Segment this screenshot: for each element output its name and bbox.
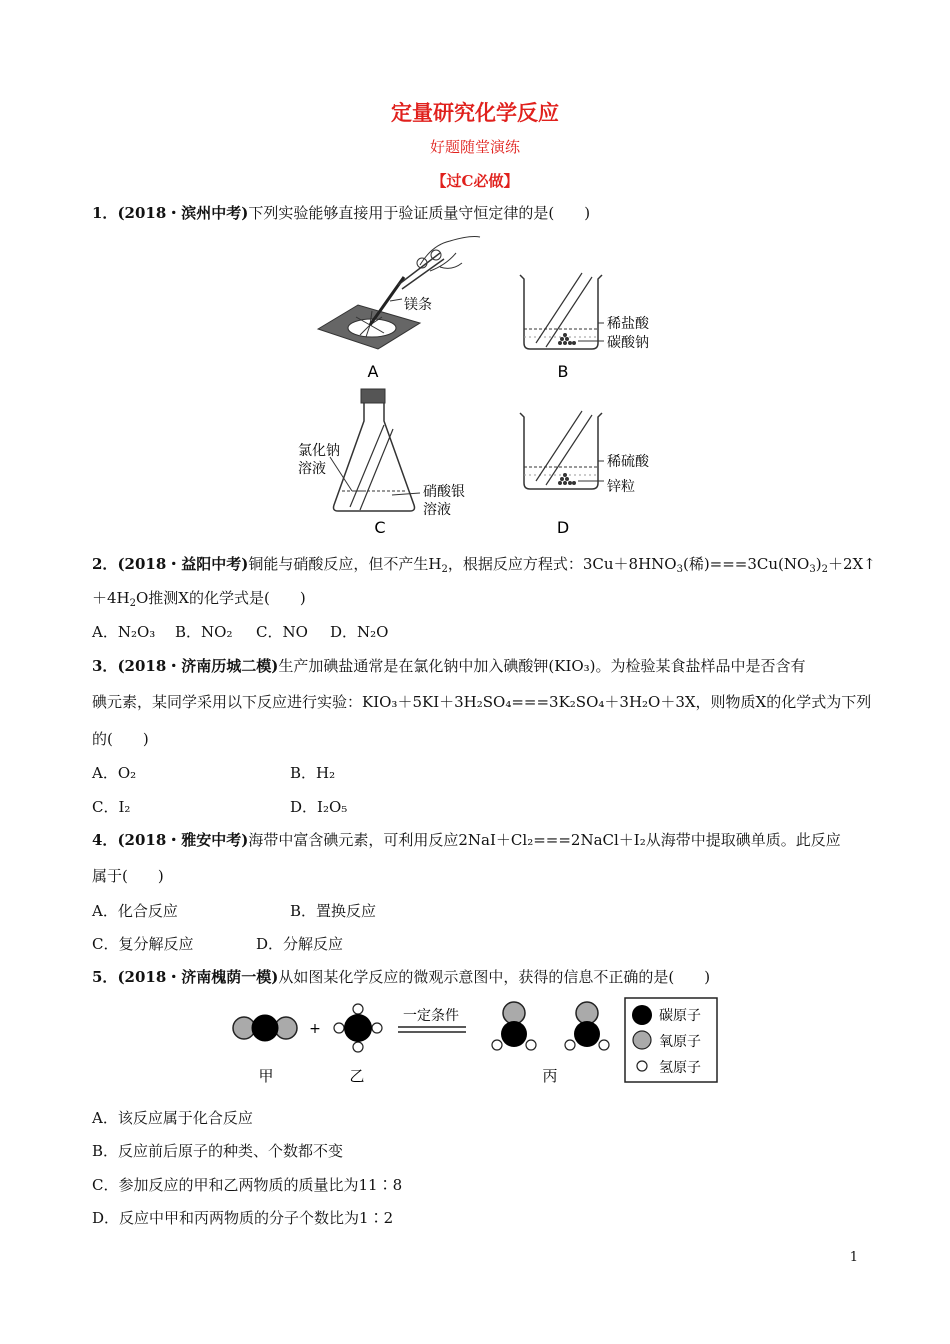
reaction-condition: 一定条件 bbox=[403, 1008, 459, 1024]
q2-line2-b: O推测X的化学式是( ) bbox=[136, 589, 306, 607]
q5-text: 从如图某化学反应的微观示意图中，获得的信息不正确的是( ) bbox=[278, 968, 711, 986]
q3-option-a[interactable]: A．O₂ bbox=[92, 764, 137, 782]
q1-number: 1． bbox=[92, 204, 118, 222]
q3-text-1: 生产加碘盐通常是在氯化钠中加入碘酸钾(KIO₃)。为检验某食盐样品中是否含有 bbox=[278, 657, 806, 675]
molecule-jia bbox=[233, 1015, 297, 1041]
q2-source: (2018・益阳中考) bbox=[117, 555, 249, 573]
figure-d bbox=[520, 411, 650, 537]
q4-option-a[interactable]: A．化合反应 bbox=[92, 902, 178, 920]
q3-source: (2018・济南历城二模) bbox=[117, 657, 279, 675]
legend-carbon: 碳原子 bbox=[659, 1008, 701, 1024]
figure-c bbox=[298, 389, 465, 537]
figure-c-tag2b: 溶液 bbox=[423, 502, 451, 518]
q2-stem-line1 bbox=[92, 554, 876, 574]
page-title: 定量研究化学反应 bbox=[391, 101, 559, 125]
q5-stem bbox=[92, 967, 710, 987]
q2-text-a: 铜能与硝酸反应，但不产生H bbox=[248, 555, 442, 573]
q2-line2-sub: 2 bbox=[129, 598, 136, 609]
figure-c-tag1b: 溶液 bbox=[298, 461, 326, 477]
label-jia: 甲 bbox=[258, 1067, 274, 1085]
q2-option-b[interactable]: B．NO₂ bbox=[175, 623, 233, 641]
figure-b bbox=[520, 273, 650, 381]
q2-text-c: (稀)===3Cu(NO bbox=[682, 555, 810, 573]
q2-stem-line2 bbox=[92, 588, 306, 608]
legend-box bbox=[625, 998, 717, 1082]
figure-b-label: B bbox=[557, 362, 569, 381]
q3-stem-line1 bbox=[92, 656, 806, 676]
q1-text: 下列实验能够直接用于验证质量守恒定律的是( ) bbox=[248, 204, 591, 222]
q2-number: 2． bbox=[92, 555, 118, 573]
legend-hydrogen: 氢原子 bbox=[659, 1060, 701, 1076]
q1-figures bbox=[0, 225, 950, 545]
figure-b-tag2: 碳酸钠 bbox=[607, 335, 649, 351]
q2-option-d[interactable]: D．N₂O bbox=[330, 623, 389, 641]
q1-stem bbox=[92, 203, 590, 223]
q5-source: (2018・济南槐荫一模) bbox=[117, 968, 279, 986]
q3-option-d[interactable]: D．I₂O₅ bbox=[290, 798, 348, 816]
q2-option-c[interactable]: C．NO bbox=[256, 623, 308, 641]
q5-option-c[interactable]: C．参加反应的甲和乙两物质的质量比为11∶8 bbox=[92, 1176, 403, 1194]
page-number: 1 bbox=[849, 1250, 858, 1265]
figure-d-tag2: 锌粒 bbox=[607, 479, 635, 495]
q4-stem-line2: 属于( ) bbox=[92, 867, 164, 885]
molecule-bing-2 bbox=[565, 1002, 609, 1050]
figure-a bbox=[318, 237, 480, 382]
q5-option-a[interactable]: A．该反应属于化合反应 bbox=[92, 1109, 253, 1127]
q2-text-d: ) bbox=[815, 555, 822, 573]
section-heading: 【过C必做】 bbox=[431, 172, 519, 190]
q2-sub-a: 2 bbox=[441, 564, 448, 575]
figure-a-label: A bbox=[367, 362, 379, 381]
label-bing: 丙 bbox=[542, 1067, 558, 1085]
figure-a-tag: 镁条 bbox=[404, 297, 432, 313]
q2-text-b: ，根据反应方程式：3Cu＋8HNO bbox=[447, 555, 677, 573]
molecule-bing-1 bbox=[492, 1002, 536, 1050]
q2-option-a[interactable]: A．N₂O₃ bbox=[92, 623, 156, 641]
q3-stem-line3: 的( ) bbox=[92, 730, 149, 748]
figure-c-tag2a: 硝酸银 bbox=[423, 484, 465, 500]
q4-option-d[interactable]: D．分解反应 bbox=[256, 935, 344, 953]
q5-reaction-diagram bbox=[0, 995, 950, 1095]
figure-d-tag1: 稀硫酸 bbox=[607, 454, 649, 470]
q5-option-d[interactable]: D．反应中甲和丙两物质的分子个数比为1∶2 bbox=[92, 1209, 394, 1227]
q3-stem-line2: 碘元素，某同学采用以下反应进行实验：KIO₃＋5KI＋3H₂SO₄===3K₂SO₄＋3H₂O＋3X，则物质X的化学式为下列 bbox=[92, 693, 872, 711]
q2-text-e: ＋2X↑ bbox=[827, 555, 876, 573]
q2-sub-b: 3 bbox=[676, 564, 683, 575]
q3-number: 3． bbox=[92, 657, 118, 675]
q4-option-c[interactable]: C．复分解反应 bbox=[92, 935, 194, 953]
q2-line2-a: ＋4H bbox=[92, 589, 130, 607]
q3-option-c[interactable]: C．I₂ bbox=[92, 798, 131, 816]
legend-oxygen: 氧原子 bbox=[659, 1034, 701, 1050]
q5-number: 5． bbox=[92, 968, 118, 986]
figure-c-tag1a: 氯化钠 bbox=[298, 443, 340, 459]
q4-stem-line1 bbox=[92, 830, 841, 850]
figure-d-label: D bbox=[556, 518, 570, 537]
figure-b-tag1: 稀盐酸 bbox=[607, 316, 649, 332]
q4-number: 4． bbox=[92, 831, 118, 849]
label-yi: 乙 bbox=[349, 1067, 365, 1085]
molecule-yi bbox=[334, 1004, 382, 1052]
q4-option-b[interactable]: B．置换反应 bbox=[290, 902, 377, 920]
page-subtitle: 好题随堂演练 bbox=[429, 138, 520, 156]
figure-c-label: C bbox=[374, 518, 386, 537]
q4-text-1: 海带中富含碘元素，可利用反应2NaI＋Cl₂===2NaCl＋I₂从海带中提取碘单质。此反应 bbox=[248, 831, 841, 849]
q2-sub-d: 2 bbox=[821, 564, 828, 575]
q5-option-b[interactable]: B．反应前后原子的种类、个数都不变 bbox=[92, 1142, 344, 1160]
q4-source: (2018・雅安中考) bbox=[117, 831, 249, 849]
plus-sign: + bbox=[309, 1021, 321, 1037]
q3-option-b[interactable]: B．H₂ bbox=[290, 764, 336, 782]
q2-sub-c: 3 bbox=[809, 564, 816, 575]
q1-source: (2018・滨州中考) bbox=[117, 204, 249, 222]
